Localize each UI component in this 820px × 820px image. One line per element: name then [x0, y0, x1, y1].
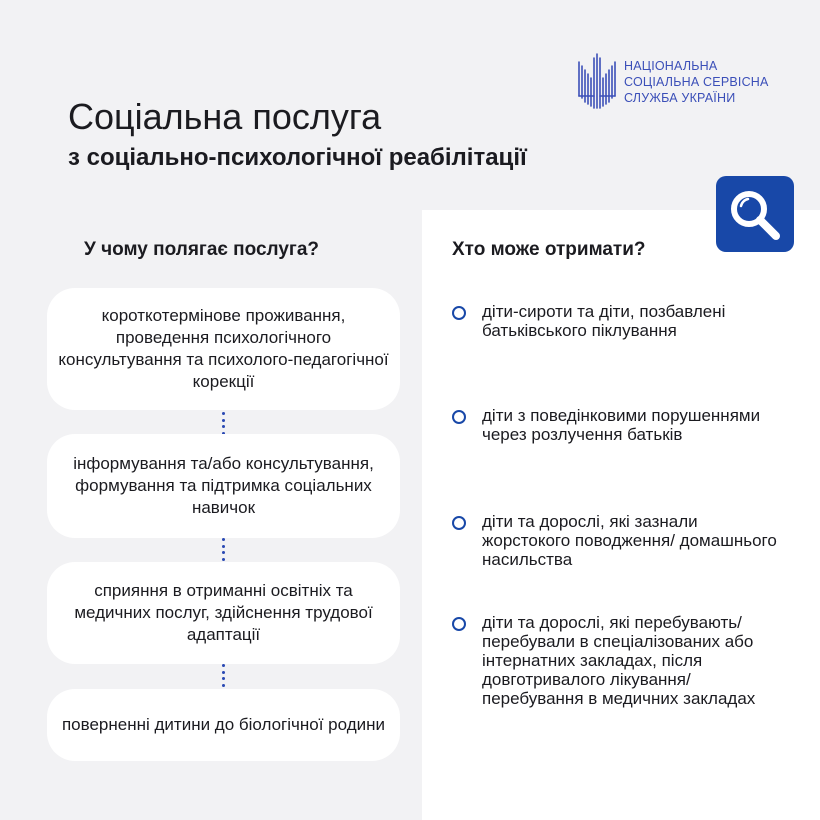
step-connector: [222, 412, 226, 434]
service-step-card: [47, 288, 400, 410]
step-connector: [222, 664, 226, 686]
service-step-card: [47, 434, 400, 538]
circle-bullet-icon: [452, 306, 466, 320]
page-title: Соціальна послуга: [68, 96, 382, 137]
logo-line: СОЦІАЛЬНА СЕРВІСНА: [624, 75, 769, 89]
step-connector: [222, 538, 226, 560]
eligibility-text: діти з поведінковими порушеннями через розлучення батьків: [482, 406, 761, 444]
service-step-card: [47, 562, 400, 664]
circle-bullet-icon: [452, 617, 466, 631]
logo-line: СЛУЖБА УКРАЇНИ: [624, 91, 736, 105]
left-heading: У чому полягає послуга?: [84, 239, 320, 260]
magnifier-icon: [726, 186, 784, 242]
service-step-text: поверненні дитини до біологічної родини: [61, 715, 386, 734]
circle-bullet-icon: [452, 516, 466, 530]
service-logo: [576, 52, 786, 112]
page-subtitle: з соціально-психологічної реабілітації: [68, 144, 527, 171]
circle-bullet-icon: [452, 410, 466, 424]
logo-text: [624, 58, 769, 106]
eligibility-text: діти та дорослі, які перебувають/перебували в спеціалізованих або інтернатних закладах, після довготривалого лікування/ перебування в медичних закладах: [482, 613, 756, 708]
service-step-card: [47, 689, 400, 761]
service-step-text: інформування та/або консультування, формування та підтримка соціальних навичок: [73, 454, 374, 517]
logo-line: НАЦІОНАЛЬНА: [624, 59, 718, 73]
service-step-text: короткотермінове проживання, проведення психологічного консультування та психолого-педагогічної корекції: [58, 306, 389, 391]
eligibility-text: діти та дорослі, які зазнали жорстокого поводження/ домашнього насильства: [482, 512, 777, 569]
eligibility-text: діти-сироти та діти, позбавлені батьківського піклування: [482, 302, 726, 340]
search-button[interactable]: [716, 176, 794, 252]
service-step-text: сприяння в отриманні освітніх та медичних послуг, здійснення трудової адаптації: [74, 581, 373, 644]
trident-emblem-icon: [576, 52, 616, 110]
right-heading: Хто може отримати?: [452, 239, 646, 260]
